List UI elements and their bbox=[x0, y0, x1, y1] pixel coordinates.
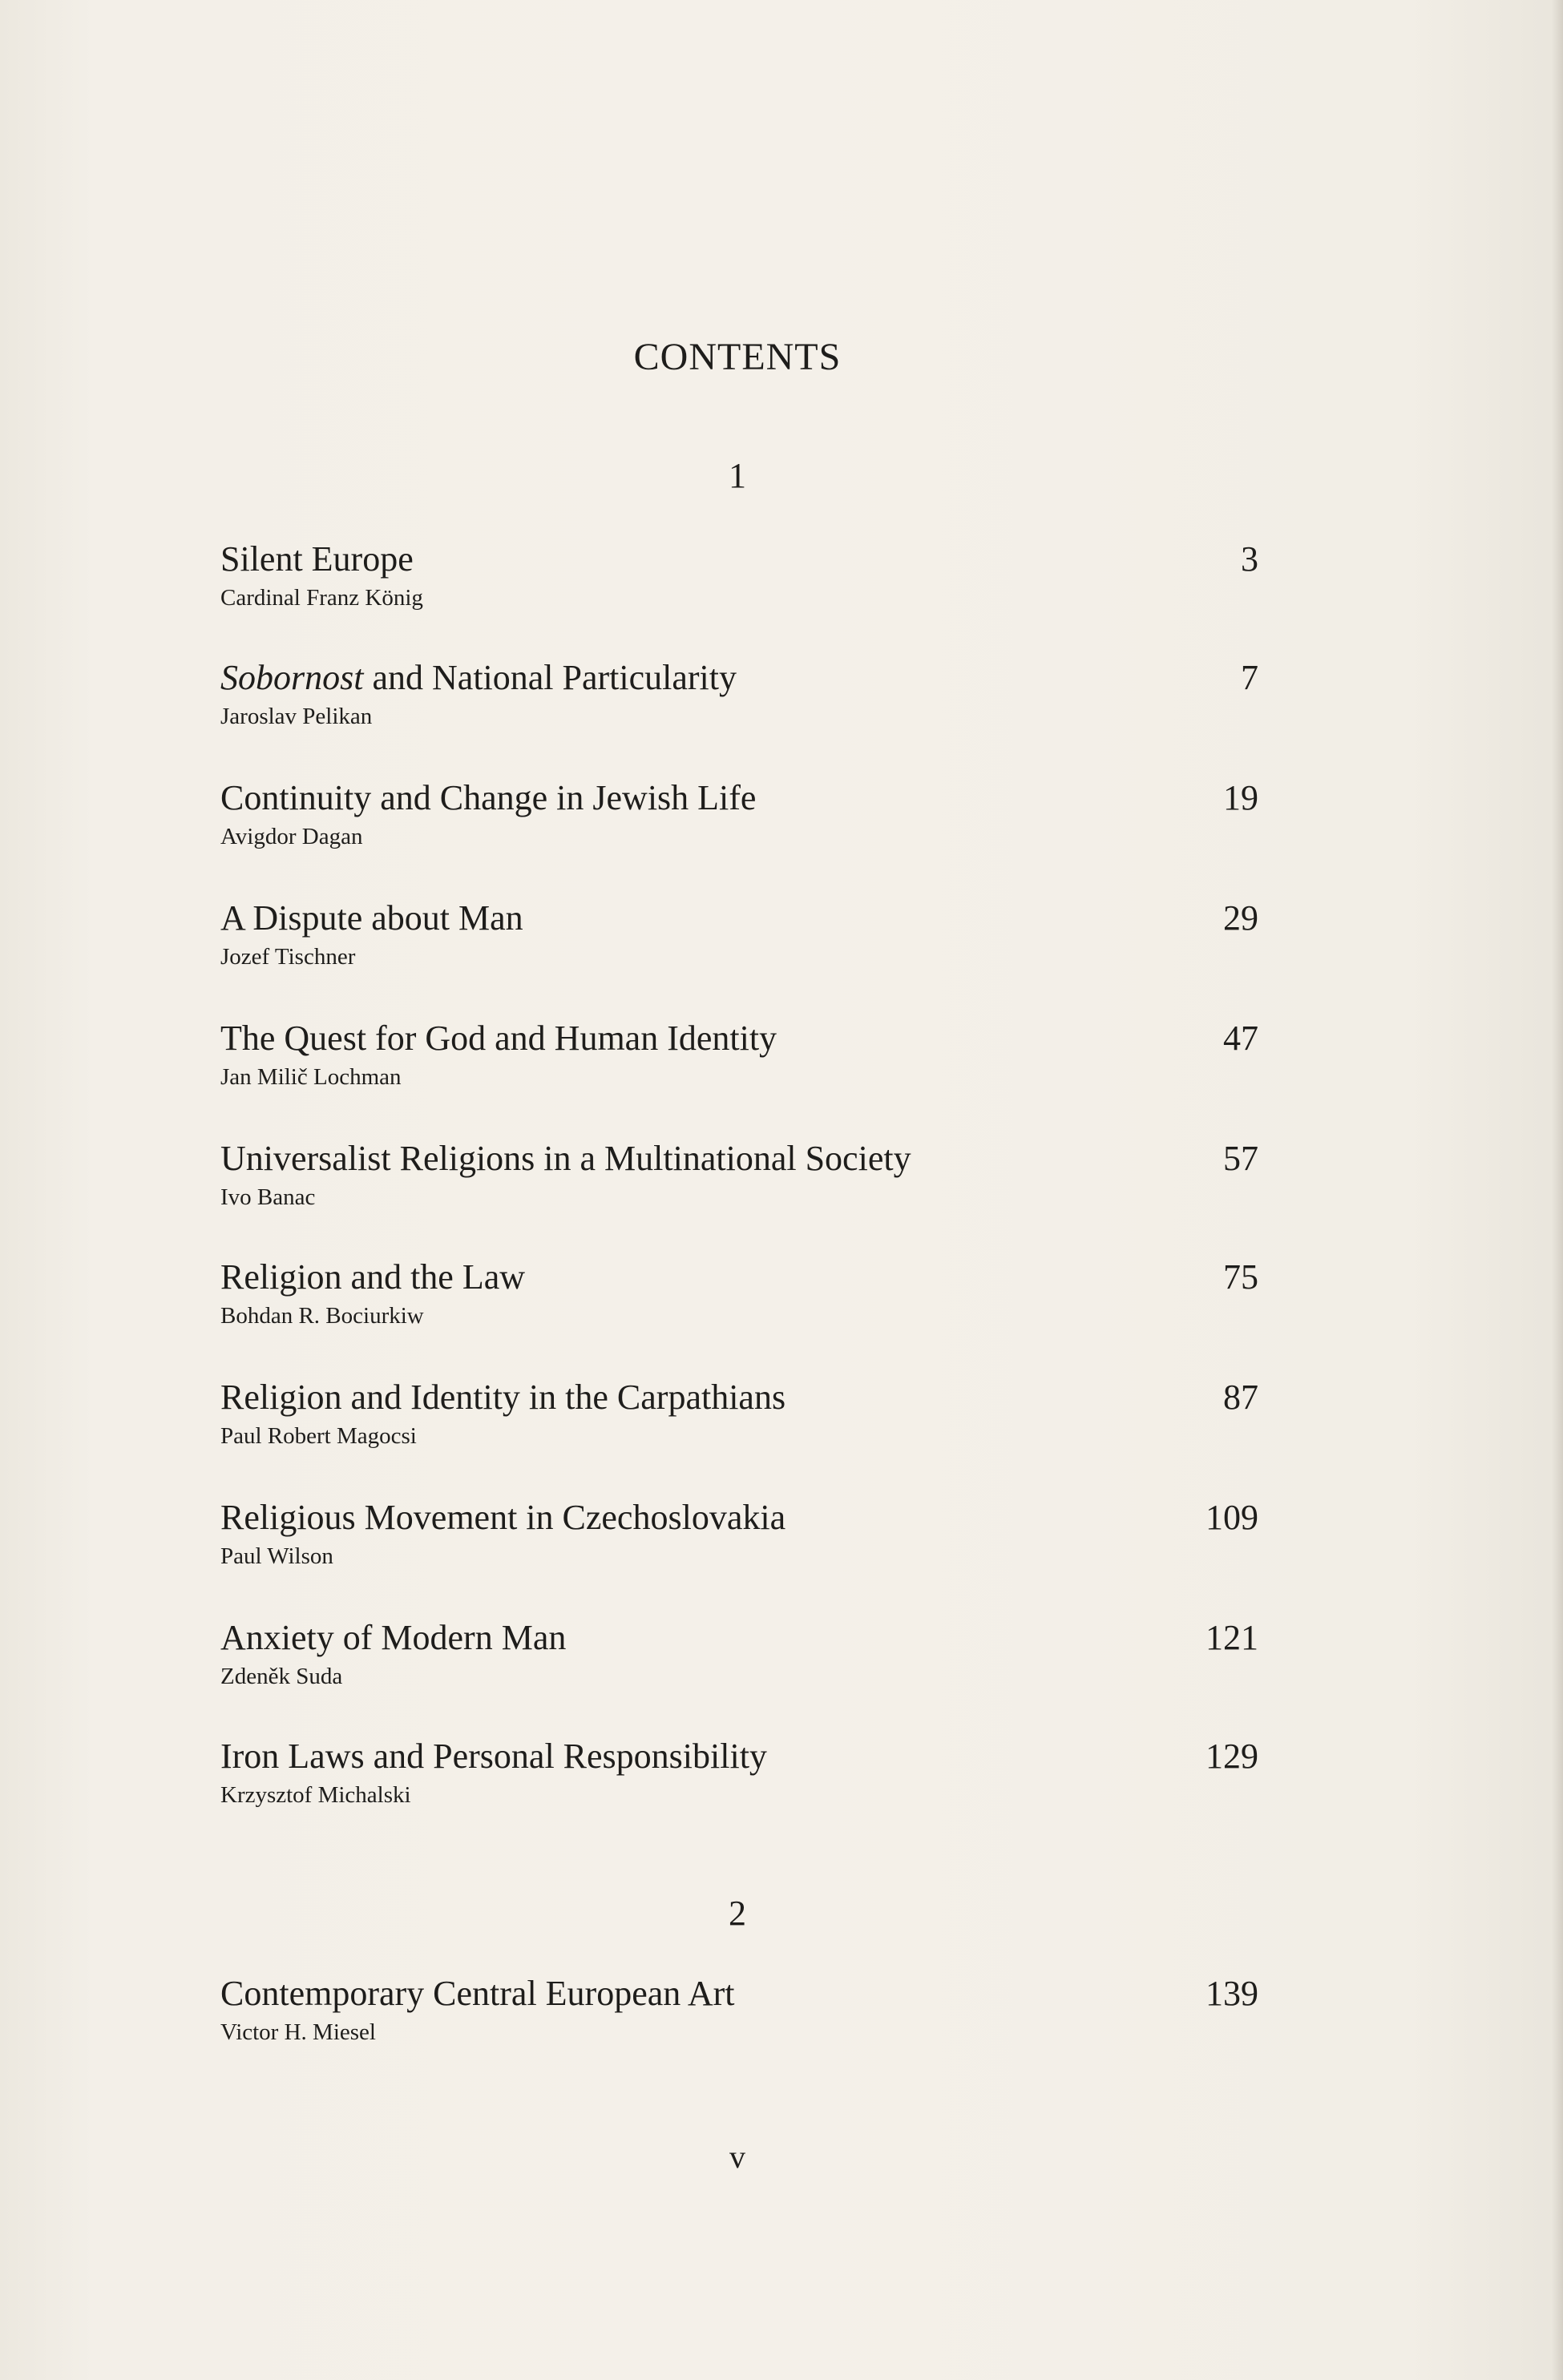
entry-page-number: 121 bbox=[1206, 1618, 1258, 1657]
entry-author: Paul Wilson bbox=[220, 1543, 333, 1569]
toc-entry[interactable] bbox=[220, 537, 1258, 612]
entry-author: Krzysztof Michalski bbox=[220, 1782, 411, 1808]
page-folio: v bbox=[729, 2139, 745, 2175]
entry-page-number: 3 bbox=[1241, 539, 1258, 579]
entry-page-number: 57 bbox=[1223, 1139, 1258, 1178]
entry-page-number: 109 bbox=[1206, 1498, 1258, 1537]
toc-entry[interactable] bbox=[220, 1136, 1258, 1212]
entry-title-italic: Sobornost bbox=[220, 658, 364, 697]
toc-entry[interactable] bbox=[220, 656, 1258, 731]
entry-author: Jozef Tischner bbox=[220, 944, 356, 970]
entry-title bbox=[220, 656, 1258, 700]
entry-author: Paul Robert Magocsi bbox=[220, 1423, 417, 1449]
part-number: 1 bbox=[729, 456, 746, 495]
contents-heading: CONTENTS bbox=[633, 336, 842, 378]
entry-page-number: 47 bbox=[1223, 1019, 1258, 1058]
entry-page-number: 75 bbox=[1223, 1257, 1258, 1297]
entry-title: Universalist Religions in a Multinational Society bbox=[220, 1139, 911, 1178]
entry-author: Zdeněk Suda bbox=[220, 1664, 343, 1689]
entry-author: Jaroslav Pelikan bbox=[220, 704, 373, 729]
entry-title: Silent Europe bbox=[220, 539, 414, 579]
entry-author: Ivo Banac bbox=[220, 1184, 316, 1210]
entry-author: Avigdor Dagan bbox=[220, 824, 363, 849]
toc-entry[interactable] bbox=[220, 1971, 1258, 2047]
toc-entry[interactable] bbox=[220, 1375, 1258, 1450]
entry-title-rest: and National Particularity bbox=[363, 658, 737, 697]
toc-entry[interactable] bbox=[220, 1495, 1258, 1571]
entry-title: Religious Movement in Czechoslovakia bbox=[220, 1498, 786, 1537]
entry-page-number: 29 bbox=[1223, 898, 1258, 938]
entry-title: Iron Laws and Personal Responsibility bbox=[220, 1737, 767, 1776]
toc-entry[interactable] bbox=[220, 896, 1258, 971]
entry-title: Religion and Identity in the Carpathians bbox=[220, 1378, 786, 1417]
entry-page-number: 139 bbox=[1206, 1974, 1258, 2013]
part-number: 2 bbox=[729, 1894, 746, 1933]
toc-entry[interactable] bbox=[220, 1016, 1258, 1091]
entry-page-number: 87 bbox=[1223, 1378, 1258, 1417]
entry-title: Anxiety of Modern Man bbox=[220, 1618, 567, 1657]
entry-title: Religion and the Law bbox=[220, 1257, 526, 1297]
entry-page-number: 19 bbox=[1223, 778, 1258, 817]
entry-title: The Quest for God and Human Identity bbox=[220, 1019, 777, 1058]
entry-author: Cardinal Franz König bbox=[220, 585, 423, 611]
entry-title: A Dispute about Man bbox=[220, 898, 523, 938]
entry-author: Bohdan R. Bociurkiw bbox=[220, 1303, 424, 1329]
toc-entry[interactable] bbox=[220, 1734, 1258, 1809]
entry-title: Contemporary Central European Art bbox=[220, 1974, 735, 2013]
toc-entry[interactable] bbox=[220, 1616, 1258, 1691]
entry-page-number: 7 bbox=[1241, 658, 1258, 697]
entry-title: Continuity and Change in Jewish Life bbox=[220, 778, 757, 817]
toc-entry[interactable] bbox=[220, 1255, 1258, 1330]
entry-author: Victor H. Miesel bbox=[220, 2019, 376, 2045]
entry-page-number: 129 bbox=[1206, 1737, 1258, 1776]
toc-entry[interactable] bbox=[220, 776, 1258, 851]
entry-author: Jan Milič Lochman bbox=[220, 1064, 402, 1090]
page-edge-shadow bbox=[1552, 0, 1563, 2380]
